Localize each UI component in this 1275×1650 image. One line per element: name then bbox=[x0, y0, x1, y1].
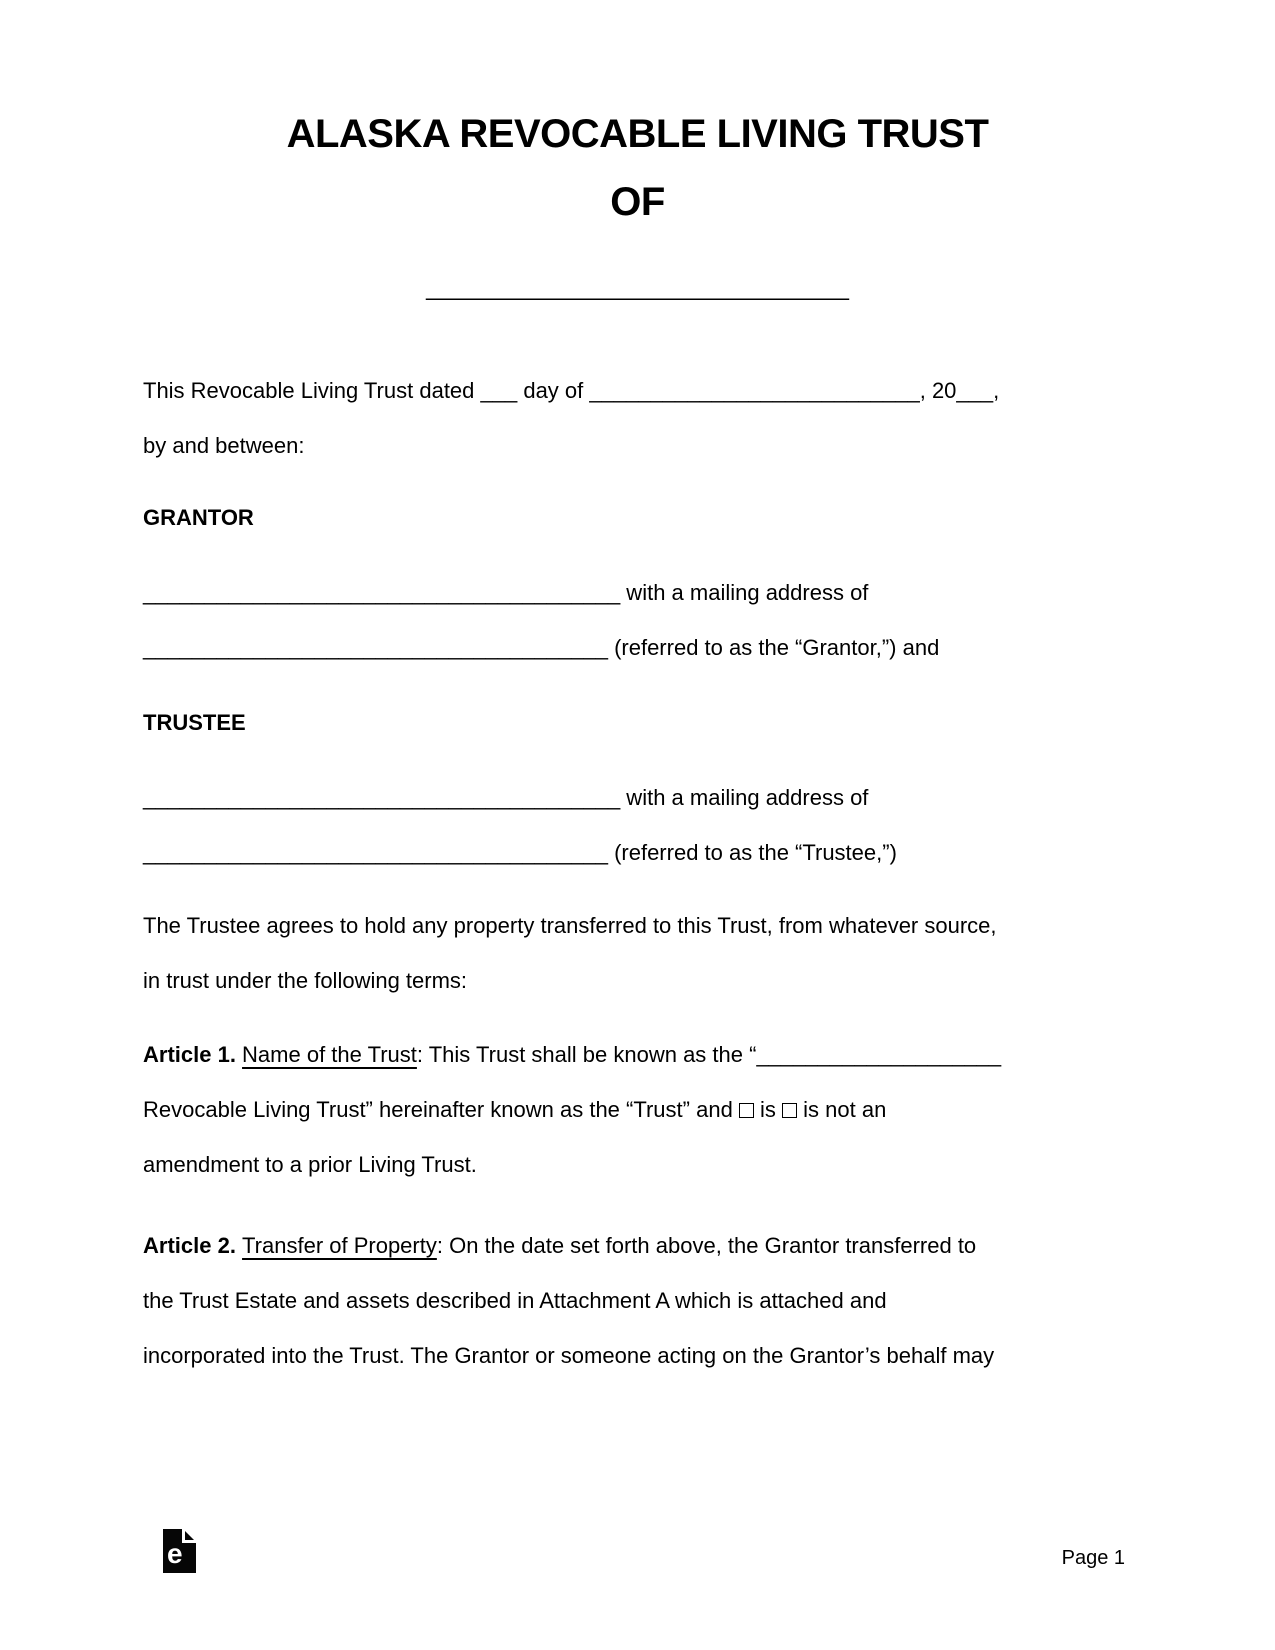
eforms-logo-icon bbox=[163, 1529, 196, 1573]
article-1-label: Article 1. bbox=[143, 1042, 243, 1067]
article-1-line-1 bbox=[143, 1027, 1001, 1082]
terms-line-2: in trust under the following terms: bbox=[143, 968, 468, 993]
grantor-name-label: with a mailing address of bbox=[620, 580, 869, 605]
terms-paragraph bbox=[143, 898, 997, 1008]
grantor-name-line bbox=[143, 565, 939, 620]
article-1-is-label: is bbox=[753, 1097, 783, 1122]
trust-name-title-blank-field[interactable]: ___________________ bbox=[426, 260, 849, 304]
trustee-address-line bbox=[143, 825, 897, 880]
article-2-text: : On the date set forth above, the Grantor transferred to bbox=[436, 1233, 977, 1258]
intro-paragraph bbox=[143, 363, 999, 473]
article-1-text: : This Trust shall be known as the “ bbox=[416, 1042, 757, 1067]
page-number-label: Page 1 bbox=[1061, 1547, 1125, 1569]
article-1-is-not-label: is not an bbox=[797, 1097, 887, 1122]
grantor-address-line bbox=[143, 620, 939, 675]
grantor-name-blank-field[interactable]: _______________________________________ bbox=[143, 580, 621, 605]
document-title-of: OF bbox=[610, 180, 665, 224]
grantor-address-blank-field[interactable]: ______________________________________ bbox=[143, 635, 608, 660]
article-2-label: Article 2. bbox=[143, 1233, 243, 1258]
article-2 bbox=[143, 1218, 994, 1383]
trustee-name-line bbox=[143, 770, 897, 825]
article-1 bbox=[143, 1027, 1001, 1192]
trustee-address-label: (referred to as the “Trustee,”) bbox=[607, 840, 897, 865]
checkbox-is-icon[interactable] bbox=[739, 1103, 754, 1118]
trustee-name-label: with a mailing address of bbox=[620, 785, 869, 810]
document-title: ALASKA REVOCABLE LIVING TRUST bbox=[286, 112, 989, 156]
trustee-address-blank-field[interactable]: ______________________________________ bbox=[143, 840, 608, 865]
article-2-line-3: incorporated into the Trust. The Grantor or someone acting on the Grantor’s behalf may bbox=[143, 1343, 995, 1368]
trust-name-blank-field[interactable]: ____________________ bbox=[756, 1042, 1002, 1067]
grantor-address-label: (referred to as the “Grantor,”) and bbox=[607, 635, 940, 660]
intro-line-between: by and between: bbox=[143, 433, 305, 458]
eforms-logo-letter: e bbox=[167, 1538, 183, 1569]
article-1-title: Name of the Trust bbox=[242, 1042, 417, 1067]
terms-line-1: The Trustee agrees to hold any property transferred to this Trust, from whatever source, bbox=[143, 913, 997, 938]
intro-line-date: This Revocable Living Trust dated ___ day of ___________________________, 20___, bbox=[143, 378, 1000, 403]
trustee-section bbox=[143, 770, 897, 880]
grantor-heading: GRANTOR bbox=[143, 505, 254, 530]
article-1-line-3: amendment to a prior Living Trust. bbox=[143, 1152, 477, 1177]
trustee-heading: TRUSTEE bbox=[143, 710, 246, 735]
grantor-section bbox=[143, 565, 939, 675]
article-1-line-2 bbox=[143, 1082, 1001, 1137]
article-1-text-2: Revocable Living Trust” hereinafter known as the “Trust” and bbox=[143, 1097, 739, 1122]
article-2-line-2: the Trust Estate and assets described in Attachment A which is attached and bbox=[143, 1288, 887, 1313]
document-title-block bbox=[0, 100, 1275, 236]
trustee-name-blank-field[interactable]: _______________________________________ bbox=[143, 785, 621, 810]
article-2-title: Transfer of Property bbox=[242, 1233, 437, 1258]
eforms-logo bbox=[163, 1529, 196, 1573]
article-2-line-1 bbox=[143, 1218, 994, 1273]
checkbox-is-not-icon[interactable] bbox=[782, 1103, 797, 1118]
